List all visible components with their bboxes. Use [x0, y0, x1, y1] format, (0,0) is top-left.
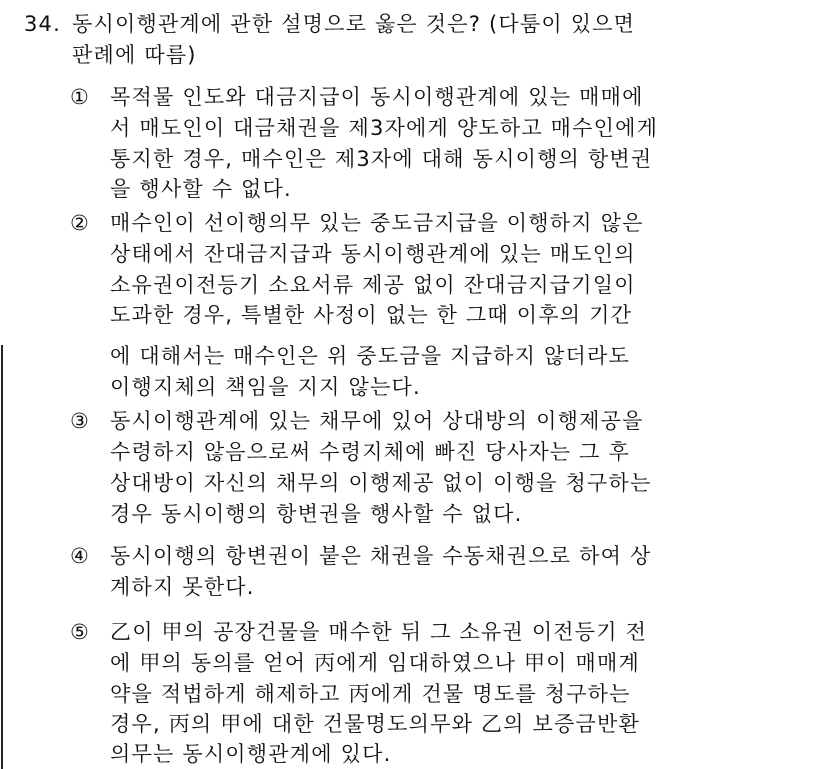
option-marker: ① — [70, 85, 91, 109]
option-marker: ④ — [70, 544, 91, 568]
question-number: 34. — [24, 12, 61, 36]
option-line: 서 매도인이 대금채권을 제3자에게 양도하고 매수인에게 — [110, 116, 659, 140]
option-line: 목적물 인도와 대금지급이 동시이행관계에 있는 매매에 — [110, 85, 644, 109]
option-line: 매수인이 선이행의무 있는 중도금지급을 이행하지 않은 — [110, 211, 644, 235]
option-line: 약을 적법하게 해제하고 丙에게 건물 명도를 청구하는 — [110, 682, 631, 706]
option-marker: ② — [70, 211, 91, 235]
option-line: 이행지체의 책임을 지지 않는다. — [110, 375, 421, 399]
option-line: 계하지 못한다. — [110, 575, 255, 599]
option-line: 의무는 동시이행관계에 있다. — [110, 742, 392, 766]
option-line: 상대방이 자신의 채무의 이행제공 없이 이행을 청구하는 — [110, 471, 652, 495]
option-line: 수령하지 않음으로써 수령지체에 빠진 당사자는 그 후 — [110, 440, 630, 464]
question-line: 판례에 따름) — [72, 43, 197, 67]
option-line: 도과한 경우, 특별한 사정이 없는 한 그때 이후의 기간 — [110, 303, 633, 327]
option-line: 을 행사할 수 없다. — [110, 177, 292, 201]
option-line: 에 甲의 동의를 얻어 丙에게 임대하였으나 甲이 매매계 — [110, 651, 640, 675]
option-marker: ⑤ — [70, 620, 91, 644]
option-line: 경우, 丙의 甲에 대한 건물명도의무와 乙의 보증금반환 — [110, 712, 640, 736]
option-line: 상태에서 잔대금지급과 동시이행관계에 있는 매도인의 — [110, 242, 636, 266]
margin-line — [1, 345, 3, 769]
option-line: 경우 동시이행의 항변권을 행사할 수 없다. — [110, 502, 523, 526]
option-line: 乙이 甲의 공장건물을 매수한 뒤 그 소유권 이전등기 전 — [110, 620, 648, 644]
option-line: 에 대해서는 매수인은 위 중도금을 지급하지 않더라도 — [110, 344, 630, 368]
question-line: 동시이행관계에 관한 설명으로 옳은 것은? (다툼이 있으면 — [72, 12, 636, 36]
option-line: 동시이행관계에 있는 채무에 있어 상대방의 이행제공을 — [110, 409, 644, 433]
option-line: 통지한 경우, 매수인은 제3자에 대해 동시이행의 항변권 — [110, 147, 653, 171]
option-marker: ③ — [70, 409, 91, 433]
option-line: 소유권이전등기 소요서류 제공 없이 잔대금지급기일이 — [110, 273, 636, 297]
option-line: 동시이행의 항변권이 붙은 채권을 수동채권으로 하여 상 — [110, 544, 652, 568]
